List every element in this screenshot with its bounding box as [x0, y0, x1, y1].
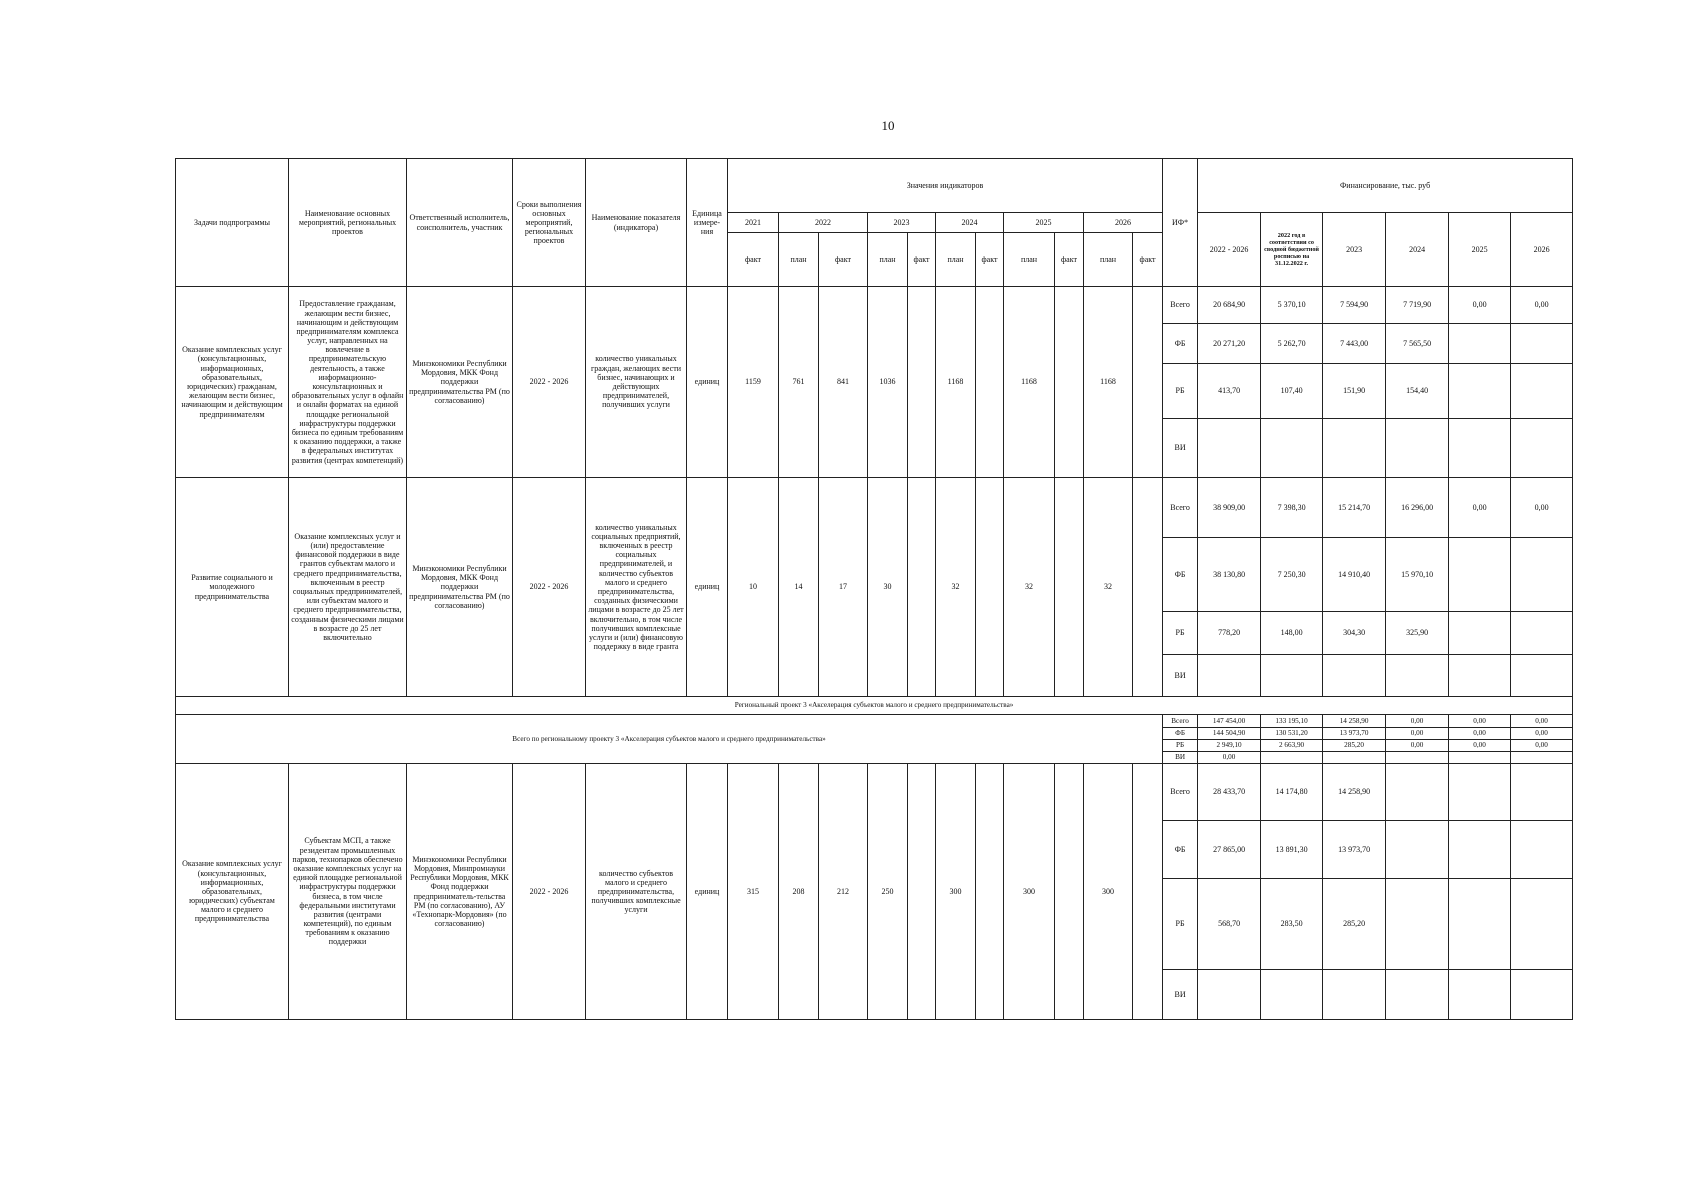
source-cell: РБ: [1163, 364, 1198, 419]
fin-cell: 2 663,90: [1261, 740, 1323, 752]
header-fin-col: 2026: [1511, 213, 1573, 287]
indicator-cell: количество уникальных граждан, желающих вести бизнес, начинающих и действующих предпринимателей, получивших услуги: [586, 287, 687, 478]
page-number: 10: [881, 118, 895, 133]
fin-cell: 15 970,10: [1386, 538, 1449, 612]
fin-cell: 778,20: [1198, 612, 1261, 655]
fin-cell: [1511, 879, 1573, 970]
source-cell: ВИ: [1163, 970, 1198, 1020]
header-task: Задачи подпрограммы: [176, 159, 289, 287]
indicator-value: 17: [819, 478, 868, 697]
event-cell: Оказание комплексных услуг и (или) предоставление финансовой поддержки в виде грантов субъектам малого и среднего предпринимательства, включенным в реестр социальных предпринимателей, или субъектам малого и среднего предпринимательства, созданным физическими лицами в возрасте до 25 лет включительно: [289, 478, 407, 697]
fin-cell: 2 949,10: [1198, 740, 1261, 752]
indicator-value: [1133, 478, 1163, 697]
fin-cell: 0,00: [1449, 478, 1511, 538]
indicator-value: 1168: [1084, 287, 1133, 478]
task-cell: Оказание комплексных услуг (консультационных, информационных, образовательных, юридических) субъектам малого и среднего предпринимательства: [176, 764, 289, 1020]
header-fact: факт: [819, 233, 868, 287]
fin-cell: 283,50: [1261, 879, 1323, 970]
fin-cell: [1511, 364, 1573, 419]
header-fin-col: 2024: [1386, 213, 1449, 287]
fin-cell: [1511, 764, 1573, 821]
fin-cell: [1261, 970, 1323, 1020]
fin-cell: 14 910,40: [1323, 538, 1386, 612]
source-cell: ВИ: [1163, 655, 1198, 697]
fin-cell: 148,00: [1261, 612, 1323, 655]
unit-cell: единиц: [687, 287, 728, 478]
fin-cell: 14 258,90: [1323, 764, 1386, 821]
fin-cell: [1449, 752, 1511, 764]
header-plan: план: [868, 233, 908, 287]
header-fin-col: 2022 - 2026: [1198, 213, 1261, 287]
terms-cell: 2022 - 2026: [513, 287, 586, 478]
header-fact: факт: [728, 233, 779, 287]
fin-cell: [1449, 364, 1511, 419]
indicator-value: [976, 287, 1004, 478]
header-if: ИФ*: [1163, 159, 1198, 287]
fin-cell: [1386, 970, 1449, 1020]
header-plan: план: [1084, 233, 1133, 287]
fin-cell: 7 250,30: [1261, 538, 1323, 612]
indicator-value: [976, 764, 1004, 1020]
fin-cell: [1198, 655, 1261, 697]
source-cell: ФБ: [1163, 538, 1198, 612]
indicator-value: 300: [1084, 764, 1133, 1020]
fin-cell: [1511, 970, 1573, 1020]
fin-cell: 151,90: [1323, 364, 1386, 419]
header-year: 2023: [868, 213, 936, 233]
fin-cell: 0,00: [1386, 728, 1449, 740]
indicator-value: 1168: [1004, 287, 1055, 478]
fin-cell: [1449, 821, 1511, 879]
executor-cell: Минэкономики Республики Мордовия, МКК Фонд поддержки предпринимательства РМ (по согласованию): [407, 287, 513, 478]
header-fact: факт: [908, 233, 936, 287]
fin-cell: 20 684,90: [1198, 287, 1261, 324]
fin-cell: 0,00: [1198, 752, 1261, 764]
fin-cell: 13 891,30: [1261, 821, 1323, 879]
header-executor: Ответственный исполнитель, соисполнитель, участник: [407, 159, 513, 287]
header-year: 2024: [936, 213, 1004, 233]
fin-cell: 413,70: [1198, 364, 1261, 419]
indicator-value: [908, 478, 936, 697]
indicator-value: [1055, 287, 1084, 478]
terms-cell: 2022 - 2026: [513, 478, 586, 697]
fin-cell: 38 909,00: [1198, 478, 1261, 538]
fin-cell: [1386, 764, 1449, 821]
fin-cell: 15 214,70: [1323, 478, 1386, 538]
indicator-value: 315: [728, 764, 779, 1020]
indicator-value: 30: [868, 478, 908, 697]
fin-cell: 20 271,20: [1198, 324, 1261, 364]
fin-cell: 147 454,00: [1198, 715, 1261, 728]
program-table: [175, 158, 1573, 1020]
indicator-value: 32: [1084, 478, 1133, 697]
header-plan: план: [779, 233, 819, 287]
indicator-value: [976, 478, 1004, 697]
fin-cell: [1511, 538, 1573, 612]
unit-cell: единиц: [687, 764, 728, 1020]
indicator-value: 1036: [868, 287, 908, 478]
fin-cell: [1261, 419, 1323, 478]
header-year: 2026: [1084, 213, 1163, 233]
fin-cell: [1449, 612, 1511, 655]
fin-cell: 38 130,80: [1198, 538, 1261, 612]
source-cell: Всего: [1163, 478, 1198, 538]
fin-cell: 0,00: [1449, 287, 1511, 324]
fin-cell: 0,00: [1449, 715, 1511, 728]
fin-cell: [1386, 879, 1449, 970]
header-year: 2021: [728, 213, 779, 233]
indicator-value: 250: [868, 764, 908, 1020]
header-year: 2025: [1004, 213, 1084, 233]
fin-cell: 107,40: [1261, 364, 1323, 419]
header-plan: план: [1004, 233, 1055, 287]
source-cell: ФБ: [1163, 728, 1198, 740]
fin-cell: [1386, 821, 1449, 879]
project-title: Региональный проект 3 «Акселерация субъектов малого и среднего предпринимательства»: [176, 697, 1573, 715]
fin-cell: 0,00: [1511, 715, 1573, 728]
source-cell: РБ: [1163, 879, 1198, 970]
header-fin-col: 2022 год в соответствии со сводной бюджетной росписью на 31.12.2022 г.: [1261, 213, 1323, 287]
indicator-value: 208: [779, 764, 819, 1020]
header-fact: факт: [1055, 233, 1084, 287]
task-cell: Оказание комплексных услуг (консультационных, информационных, образовательных, юридических) гражданам, желающим вести бизнес, начинающим и действующим предпринимателям: [176, 287, 289, 478]
header-financing: Финансирование, тыс. руб: [1198, 159, 1573, 213]
fin-cell: 5 262,70: [1261, 324, 1323, 364]
terms-cell: 2022 - 2026: [513, 764, 586, 1020]
fin-cell: 0,00: [1449, 740, 1511, 752]
fin-cell: [1511, 655, 1573, 697]
fin-cell: 16 296,00: [1386, 478, 1449, 538]
fin-cell: [1323, 419, 1386, 478]
fin-cell: [1198, 970, 1261, 1020]
fin-cell: 0,00: [1511, 740, 1573, 752]
source-cell: РБ: [1163, 740, 1198, 752]
fin-cell: 13 973,70: [1323, 728, 1386, 740]
fin-cell: 13 973,70: [1323, 821, 1386, 879]
indicator-value: 300: [936, 764, 976, 1020]
fin-cell: 14 258,90: [1323, 715, 1386, 728]
source-cell: ФБ: [1163, 324, 1198, 364]
indicator-value: [1055, 478, 1084, 697]
header-fact: факт: [1133, 233, 1163, 287]
event-cell: Субъектам МСП, а также резидентам промышленных парков, технопарков обеспечено оказание комплексных услуг на единой площадке региональной инфраструктуры поддержки бизнеса, в том числе федеральными институтами развития (центрами компетенций), по единым требованиям к оказанию поддержки: [289, 764, 407, 1020]
fin-cell: 5 370,10: [1261, 287, 1323, 324]
fin-cell: [1198, 419, 1261, 478]
fin-cell: 0,00: [1511, 728, 1573, 740]
fin-cell: [1511, 821, 1573, 879]
fin-cell: 0,00: [1386, 740, 1449, 752]
header-indicator-values: Значения индикаторов: [728, 159, 1163, 213]
fin-cell: [1449, 879, 1511, 970]
fin-cell: [1511, 752, 1573, 764]
fin-cell: [1449, 764, 1511, 821]
fin-cell: [1449, 324, 1511, 364]
header-fin-col: 2023: [1323, 213, 1386, 287]
fin-cell: [1323, 970, 1386, 1020]
source-cell: Всего: [1163, 287, 1198, 324]
indicator-value: [1133, 287, 1163, 478]
header-plan: план: [936, 233, 976, 287]
indicator-value: 32: [1004, 478, 1055, 697]
fin-cell: 7 398,30: [1261, 478, 1323, 538]
fin-cell: 144 504,90: [1198, 728, 1261, 740]
fin-cell: [1511, 612, 1573, 655]
fin-cell: 28 433,70: [1198, 764, 1261, 821]
header-event: Наименование основных мероприятий, региональных проектов: [289, 159, 407, 287]
header-terms: Сроки выполнения основных мероприятий, региональных проектов: [513, 159, 586, 287]
source-cell: Всего: [1163, 715, 1198, 728]
source-cell: ВИ: [1163, 752, 1198, 764]
indicator-value: 1159: [728, 287, 779, 478]
executor-cell: Минэкономики Республики Мордовия, МКК Фонд поддержки предпринимательства РМ (по согласованию): [407, 478, 513, 697]
indicator-value: 212: [819, 764, 868, 1020]
indicator-value: [1133, 764, 1163, 1020]
fin-cell: [1261, 655, 1323, 697]
fin-cell: 285,20: [1323, 740, 1386, 752]
indicator-value: 10: [728, 478, 779, 697]
indicator-value: [908, 287, 936, 478]
fin-cell: 325,90: [1386, 612, 1449, 655]
indicator-cell: количество уникальных социальных предприятий, включенных в реестр социальных предпринимателей, и количество субъектов малого и среднего предпринимательства, созданных физическими лицами в возрасте до 25 лет включительно, в том числе получивших комплексные услуги и (или) финансовую поддержку в виде гранта: [586, 478, 687, 697]
header-fin-col: 2025: [1449, 213, 1511, 287]
indicator-value: 32: [936, 478, 976, 697]
fin-cell: 130 531,20: [1261, 728, 1323, 740]
fin-cell: [1386, 752, 1449, 764]
fin-cell: 7 719,90: [1386, 287, 1449, 324]
fin-cell: [1386, 655, 1449, 697]
executor-cell: Минэкономики Республики Мордовия, Минпромнауки Республики Мордовия, МКК Фонд поддержки предприниматель-тельства РМ (по согласованию), АУ «Технопарк-Мордовия» (по согласованию): [407, 764, 513, 1020]
fin-cell: 304,30: [1323, 612, 1386, 655]
event-cell: Предоставление гражданам, желающим вести бизнес, начинающим и действующим предпринимателям комплекса услуг, направленных на вовлечение в предпринимательскую деятельность, а также информационно-консультационных и образовательных услуг в офлайн и онлайн форматах на единой площадке региональной инфраструктуры поддержки бизнеса по единым требованиям к оказанию поддержки, а также в федеральных институтах развития (центрах компетенций): [289, 287, 407, 478]
unit-cell: единиц: [687, 478, 728, 697]
fin-cell: 0,00: [1511, 287, 1573, 324]
source-cell: ВИ: [1163, 419, 1198, 478]
indicator-cell: количество субъектов малого и среднего предпринимательства, получивших комплексные услуги: [586, 764, 687, 1020]
fin-cell: [1449, 538, 1511, 612]
indicator-value: 1168: [936, 287, 976, 478]
header-year: 2022: [779, 213, 868, 233]
fin-cell: [1449, 970, 1511, 1020]
fin-cell: 133 195,10: [1261, 715, 1323, 728]
fin-cell: 285,20: [1323, 879, 1386, 970]
fin-cell: [1323, 752, 1386, 764]
header-fact: факт: [976, 233, 1004, 287]
fin-cell: [1449, 419, 1511, 478]
fin-cell: 568,70: [1198, 879, 1261, 970]
fin-cell: [1323, 655, 1386, 697]
fin-cell: 0,00: [1386, 715, 1449, 728]
indicator-value: [908, 764, 936, 1020]
fin-cell: 14 174,80: [1261, 764, 1323, 821]
fin-cell: [1511, 419, 1573, 478]
header-indicator: Наименование показателя (индикатора): [586, 159, 687, 287]
fin-cell: 0,00: [1511, 478, 1573, 538]
fin-cell: [1511, 324, 1573, 364]
project-total-label: Всего по региональному проекту 3 «Акселерация субъектов малого и среднего предпринимательства»: [176, 715, 1163, 764]
source-cell: РБ: [1163, 612, 1198, 655]
fin-cell: [1386, 419, 1449, 478]
fin-cell: 154,40: [1386, 364, 1449, 419]
fin-cell: 7 565,50: [1386, 324, 1449, 364]
indicator-value: 14: [779, 478, 819, 697]
indicator-value: [1055, 764, 1084, 1020]
header-unit: Единица измере-ния: [687, 159, 728, 287]
fin-cell: [1449, 655, 1511, 697]
source-cell: Всего: [1163, 764, 1198, 821]
fin-cell: 7 443,00: [1323, 324, 1386, 364]
indicator-value: 841: [819, 287, 868, 478]
fin-cell: [1261, 752, 1323, 764]
fin-cell: 27 865,00: [1198, 821, 1261, 879]
fin-cell: 0,00: [1449, 728, 1511, 740]
indicator-value: 761: [779, 287, 819, 478]
task-cell: Развитие социального и молодежного предпринимательства: [176, 478, 289, 697]
fin-cell: 7 594,90: [1323, 287, 1386, 324]
indicator-value: 300: [1004, 764, 1055, 1020]
source-cell: ФБ: [1163, 821, 1198, 879]
